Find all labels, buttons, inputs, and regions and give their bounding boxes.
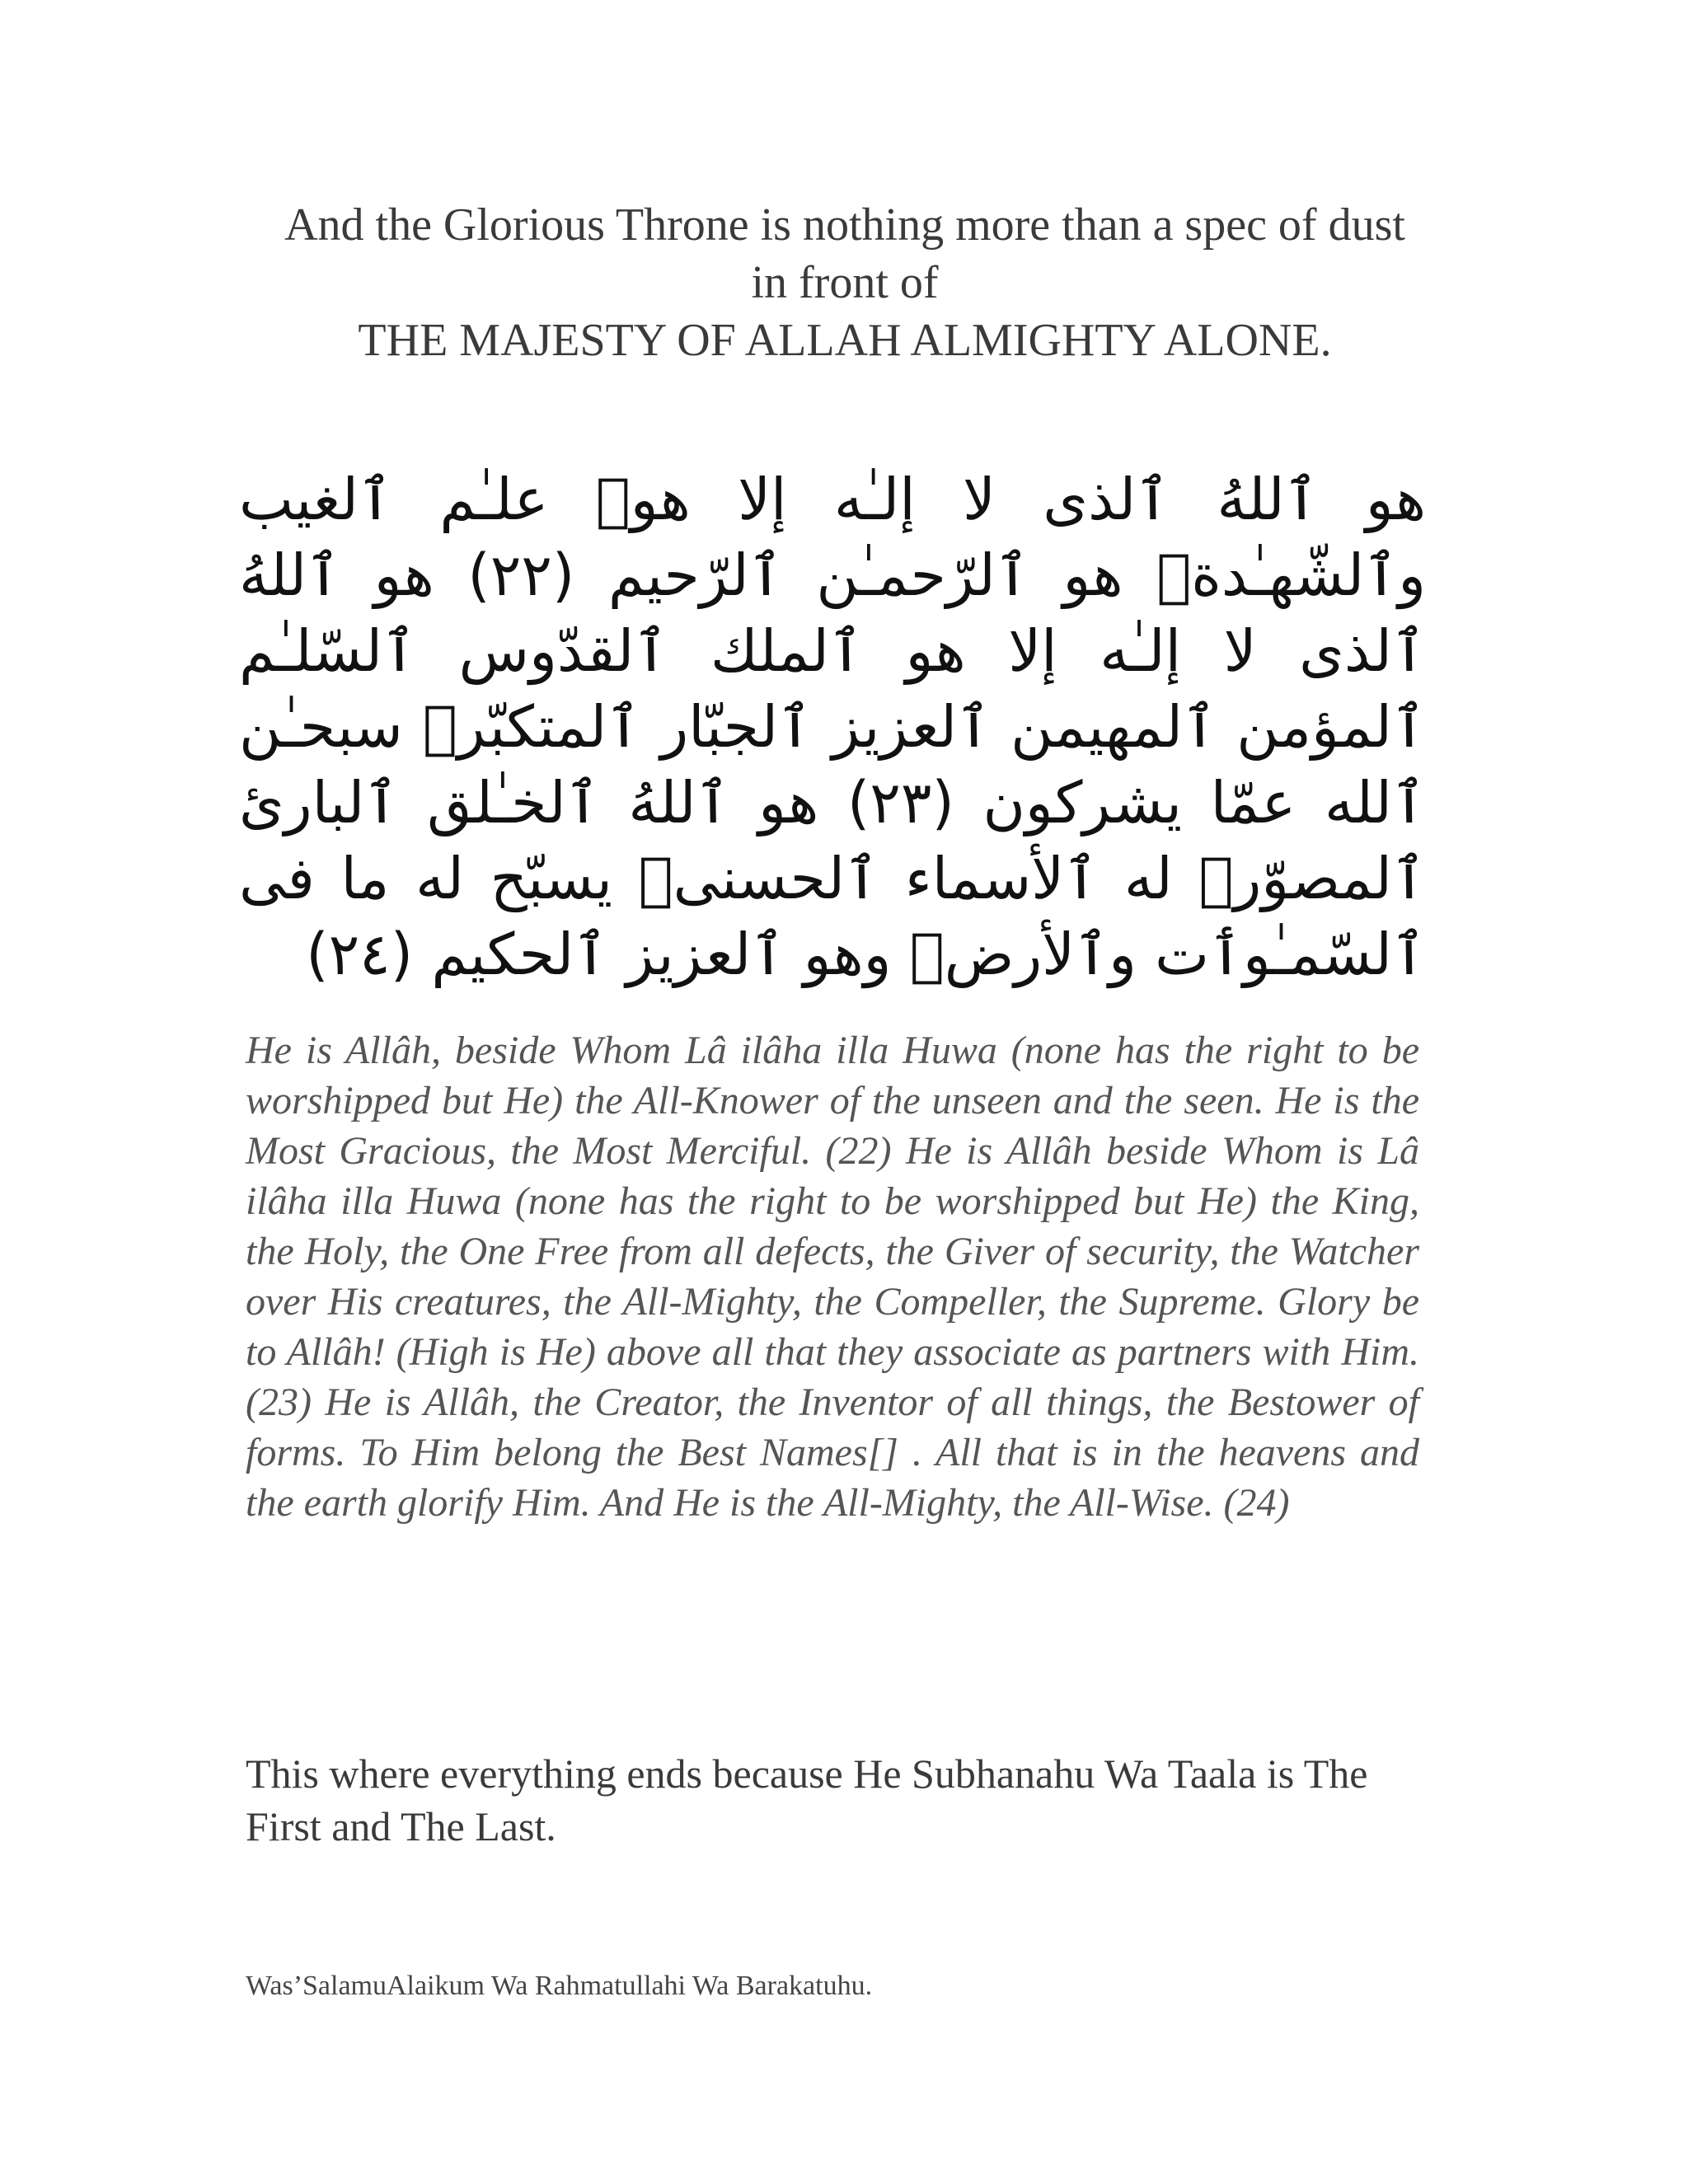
arabic-verse-passage: هو ٱللهُ ٱلذى لا إلـٰه إلا هوۖ علـٰم ٱلغيب وٱلشّهـٰدةۖ هو ٱلرّحمـٰن ٱلرّحيم (٢٢) هو ٱللهُ ٱلذى لا إلـٰه إلا هو ٱلملك ٱلقدّوس ٱلسّلـٰم ٱلمؤمن ٱلمهيمن ٱلعزيز ٱلجبّار ٱلمتكبّرۚ سبحـٰن ٱلله عمّا يشركون (٢٣) هو ٱللهُ ٱلخـٰلق ٱلبارئ ٱلمصوّرۖ له ٱلأسماء ٱلحسنىۚ يسبّح له ما فى ٱلسّمـٰوٲت وٱلأرضۖ وهو ٱلعزيز ٱلحكيم (٢٤) (239, 466, 1427, 988)
closing-paragraph: This where everything ends because He Subhanahu Wa Taala is The First and The Last. (246, 1750, 1368, 1849)
translation-paragraph: He is Allâh, beside Whom Lâ ilâha illa Huwa (none has the right to be worshipped but He) the All-Knower of the unseen and the seen. He is the Most Gracious, the Most Merciful. (22) He is Allâh beside Whom is Lâ ilâha illa Huwa (none has the right to be worshipped but He) the King, the Holy, the One Free from all defects, the Giver of security, the Watcher over His creatures, the All-Mighty, the Compeller, the Supreme. Glory be to Allâh! (High is He) above all that they associate as partners with Him. (23) He is Allâh, the Creator, the Inventor of all things, the Bestower of forms. To Him belong the Best Names[] . All that is in the heavens and the earth glorify Him. And He is the All-Mighty, the All-Wise. (24) (246, 1029, 1419, 1525)
salutation-line: Was’SalamuAlaikum Wa Rahmatullahi Wa Barakatuhu. (246, 1971, 873, 2001)
heading-emphasis-line: THE MAJESTY OF ALLAH ALMIGHTY ALONE. (358, 315, 1332, 366)
heading-line: And the Glorious Throne is nothing more than a spec of dust in front of (284, 199, 1405, 308)
